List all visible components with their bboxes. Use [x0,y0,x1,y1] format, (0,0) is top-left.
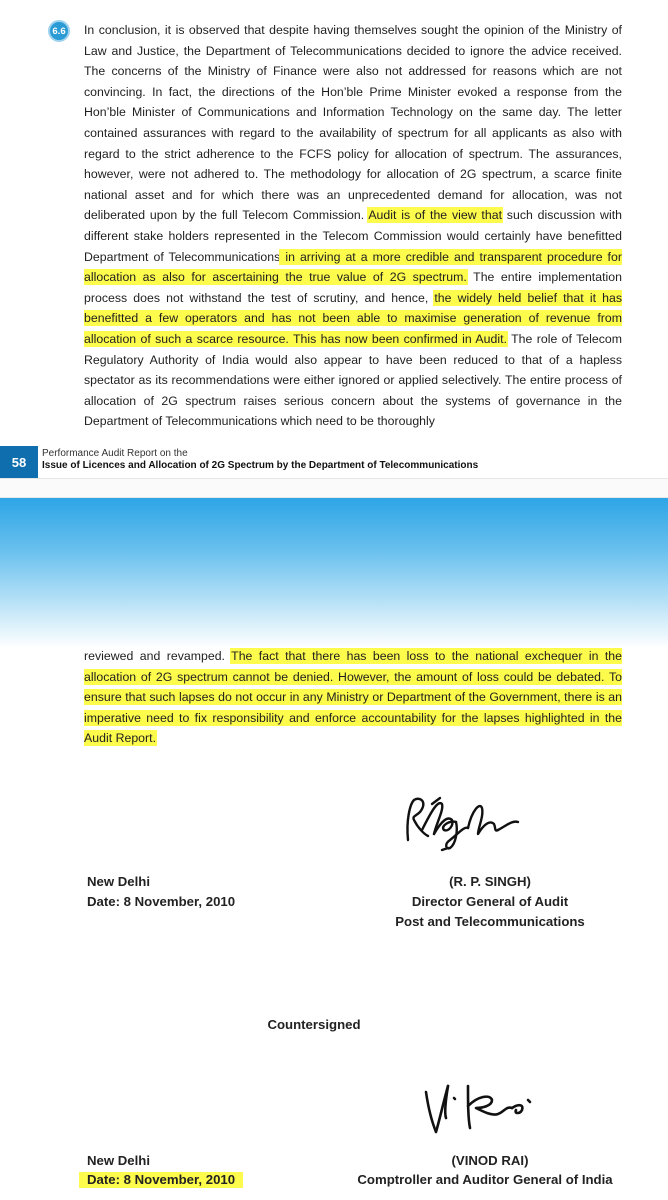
report-page-59 [0,498,668,1200]
footer-report-title: Issue of Licences and Allocation of 2G Spectrum by the Department of Telecommunications [42,460,479,471]
signatory1-office: Post and Telecommunications [395,914,585,929]
page-separator [0,478,668,498]
rp-singh-signature [398,790,538,856]
signatory1-title: Director General of Audit [411,894,569,909]
footer-report-label: Performance Audit Report on the [42,448,188,459]
text-run: In conclusion, it is observed that despite having themselves sought the opinion of the Ministry of Law and Justice, the Department of Telecommunications decided to ignore the advice received. The concerns of the Ministry of Finance were also not addressed for reasons which are not convincing. In fact, the directions of the Hon’ble Prime Minister evoked a response from the Hon’ble Minister of Communications and Information Technology on the same day. The letter contained assurances with regard to the availability of spectrum for all applicants as also with regard to the strict adherence to the FCFS policy for allocation of spectrum. The assurances, however, were not adhered to. The methodology for allocation of 2G spectrum, a scarce finite national asset and for which there was an unprecedented demand for allocation, was not deliberated upon by the full Telecom Commission. [84,23,622,223]
signatory2-place: New Delhi [87,1153,151,1168]
highlighted-text: The fact that there has been loss to the national exchequer in the allocation of 2G spectrum cannot be denied. However, the amount of loss could be debated. To ensure that such lapses do not occur in any Ministry or Department of the Government, there is an imperative need to fix responsibility and enforce accountability for the lapses highlighted in the Audit Report. [84,649,622,746]
header-gradient-band [0,498,668,648]
signatory2-title: Comptroller and Auditor General of India [357,1172,613,1187]
signatory2-name: (VINOD RAI) [451,1153,529,1168]
highlighted-text: Audit is of the view that [368,208,503,223]
signatory1-place: New Delhi [87,874,151,889]
page-number: 58 [0,446,38,478]
text-run: The role of Telecom Regulatory Authority of India would also appear to have been reduced to that of a hapless spectator as its recommendations were either ignored or applied selectively. The entire process of allocation of 2G spectrum raises serious concern about the systems of governance in the Department of Telecommunications which need to be thoroughly [84,331,622,429]
countersigned-label: Countersigned [267,1017,361,1032]
conclusion-paragraph [84,20,622,432]
section-number: 6.6 [52,25,66,37]
highlighted-text: the widely held belief that it has benefitted a few operators and has not been able to maximise generation of revenue from allocation of such a scarce resource. This has now been confirmed in Audit. [84,290,623,346]
signatory1-name: (R. P. SINGH) [449,874,531,889]
text-run: such discussion with different stake holders represented in the Telecom Commission would certainly have benefitted Department of Telecommunications [84,208,622,264]
section-number-badge [48,20,70,42]
signatory1-date: Date: 8 November, 2010 [87,894,236,909]
highlighted-text: in arriving at a more credible and transparent procedure for allocation as also for ascertaining the true value of 2G spectrum. [84,249,622,285]
signatory2-date: Date: 8 November, 2010 [79,1172,243,1188]
text-run: reviewed and revamped. [84,649,232,663]
text-run: The entire implementation process does not withstand the test of scrutiny, and hence, [84,270,623,305]
signatory2-date-wrap [87,1172,243,1187]
continuation-paragraph [84,646,622,749]
vinod-rai-signature [418,1078,558,1138]
report-page-58 [0,0,668,478]
